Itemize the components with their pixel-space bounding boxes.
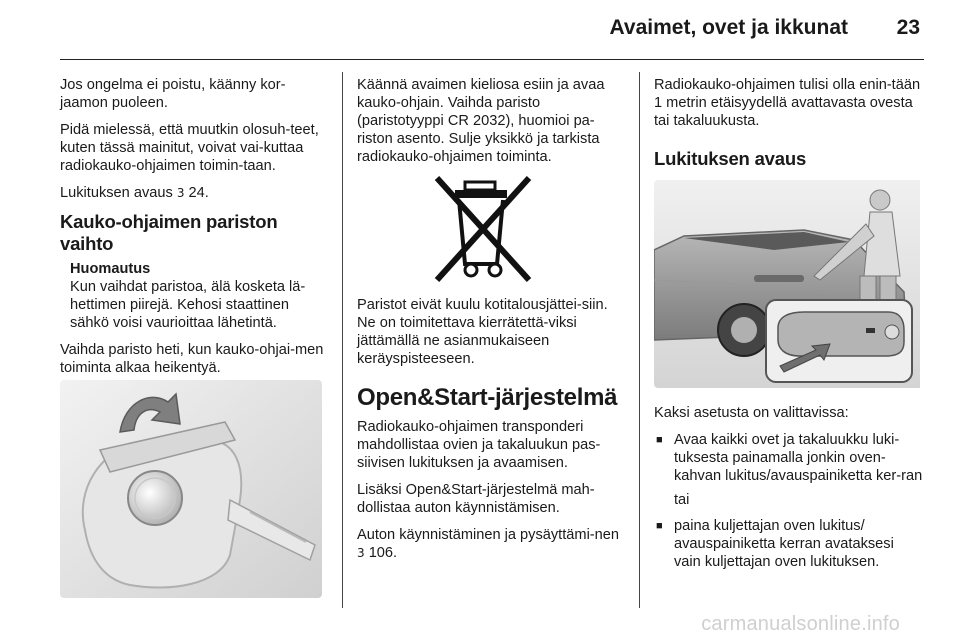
- section-heading: Kauko-ohjaimen pariston vaihto: [60, 211, 278, 254]
- section-heading: Lukituksen avaus: [654, 148, 807, 169]
- column-divider-1: [342, 72, 343, 608]
- paragraph: Käännä avaimen kieliosa esiin ja avaa kauko-ohjain. Vaihda paristo (paristotyyppi CR 2032), huomioi pa-riston asento. Sulje yksikkö ja tarkista radiokauko-ohjaimen toiminta.: [357, 77, 605, 165]
- page-reference-icon: 3: [357, 546, 365, 560]
- bullet-list: [654, 431, 924, 485]
- page-reference-icon: 3: [176, 186, 185, 200]
- car-door-unlock-illustration: [654, 180, 924, 388]
- column-3: [654, 76, 924, 575]
- paragraph: Pidä mielessä, että muutkin olosuh-teet, kuten tässä mainitut, voivat vai-kuttaa radiokauko-ohjaimen toimin-taan.: [60, 122, 319, 174]
- paragraph: Paristot eivät kuulu kotitalousjättei-siin. Ne on toimitettava kierrätettä-viksi jättämällä ne asianmukaiseen keräyspisteeseen.: [357, 297, 608, 367]
- watermark: carmanualsonline.info: [701, 613, 900, 635]
- list-item: ■ paina kuljettajan oven lukitus/ avauspainiketta kerran avataksesi vain kuljettajan oven lukituksen.: [654, 517, 924, 571]
- recycling-bin-icon: [429, 176, 539, 282]
- note-heading: Huomautus: [70, 261, 151, 277]
- paragraph: Vaihda paristo heti, kun kauko-ohjai-men toiminta alkaa heikentyä.: [60, 342, 324, 376]
- paragraph: Radiokauko-ohjaimen transponderi mahdollistaa ovien ja takaluukun pas-siivisen lukituksen ja avaamisen.: [357, 419, 601, 471]
- note-text: Kun vaihdat paristoa, älä kosketa lä-hettimen piirejä. Kehosi staattinen sähkö voisi vaurioittaa lähetintä.: [70, 279, 306, 331]
- cross-reference[interactable]: Auton käynnistäminen ja pysäyttämi-nen 3 106.: [357, 527, 620, 561]
- column-2: [357, 76, 625, 571]
- page-number: 23: [896, 16, 920, 39]
- bullet-list: [654, 517, 924, 571]
- cross-reference[interactable]: Lukituksen avaus 3 24.: [60, 185, 209, 201]
- column-1: [60, 76, 330, 386]
- key-battery-illustration: [60, 380, 322, 598]
- paragraph: Kaksi asetusta on valittavissa:: [654, 405, 849, 421]
- header-divider: [60, 59, 924, 60]
- column-divider-2: [639, 72, 640, 608]
- paragraph: Radiokauko-ohjaimen tulisi olla enin-tään 1 metrin etäisyydellä avattavasta ovesta tai takaluukusta.: [654, 77, 921, 129]
- paragraph: Lisäksi Open&Start-järjestelmä mah-dollistaa auton käynnistämisen.: [357, 482, 595, 516]
- list-item: ■ Avaa kaikki ovet ja takaluukku luki-tuksesta painamalla jonkin oven-kahvan lukitus/avauspainiketta ker-ran: [654, 431, 924, 485]
- section-heading: Open&Start-järjestelmä: [357, 384, 618, 411]
- or-text: tai: [674, 492, 690, 508]
- note-box: [70, 260, 330, 332]
- paragraph: Jos ongelma ei poistu, käänny kor-jaamon puoleen.: [60, 77, 286, 111]
- page-header-title: Avaimet, ovet ja ikkunat: [609, 16, 848, 39]
